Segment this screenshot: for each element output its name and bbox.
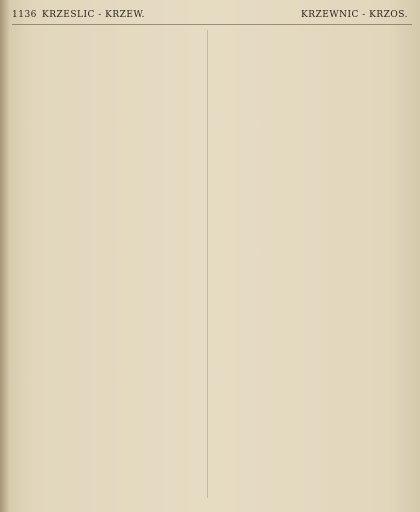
gutter-shadow xyxy=(0,0,10,512)
column-divider xyxy=(207,30,208,498)
left-running-head: KRZESLIC - KRZEW. xyxy=(42,10,146,20)
left-column xyxy=(12,30,202,498)
page-number: 1136 xyxy=(12,10,37,20)
right-column xyxy=(214,30,410,498)
running-header xyxy=(12,8,412,24)
header-rule xyxy=(12,24,412,25)
right-running-head: KRZEWNIC - KRZOS. xyxy=(301,10,408,20)
